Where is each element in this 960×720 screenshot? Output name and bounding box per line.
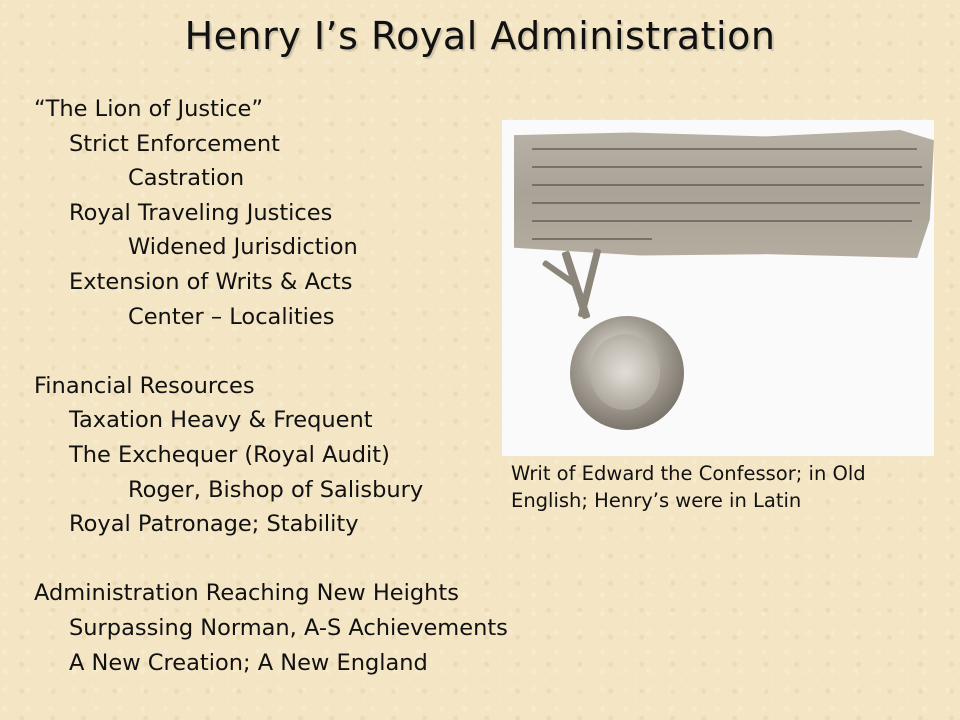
seal-figure [590,334,660,410]
writ-parchment [514,130,934,258]
heading-line: Administration Reaching New Heights [34,580,459,607]
script-line [532,220,912,222]
image-caption: Writ of Edward the Confessor; in Old English; Henry’s were in Latin [511,462,866,512]
script-line [532,148,917,150]
script-line [532,184,924,186]
line-spacer [34,542,594,577]
slide-title: Henry I’s Royal Administration [184,14,776,58]
wax-seal [570,316,684,430]
bullet-line: Royal Traveling Justices [69,199,333,226]
bullet-line: Taxation Heavy & Frequent [69,407,373,434]
bullet-line: Royal Patronage; Stability [69,511,359,538]
writ-photo [502,120,934,456]
sub-bullet-line: Roger, Bishop of Salisbury [128,476,424,503]
heading-line: Financial Resources [34,372,255,399]
sub-bullet-line: Castration [128,165,245,192]
bullet-line: A New Creation; A New England [69,649,428,676]
script-line [532,202,920,204]
sub-bullet-line: Widened Jurisdiction [128,234,358,261]
script-line [532,166,922,168]
sub-bullet-line: Center – Localities [128,303,335,330]
heading-line: “The Lion of Justice” [34,96,264,122]
bullet-line: Extension of Writs & Acts [69,268,353,295]
script-line [532,238,652,240]
bullet-line: The Exchequer (Royal Audit) [69,441,390,468]
seal-ribbon [578,248,602,318]
bullet-line: Strict Enforcement [69,130,280,157]
bullet-line: Surpassing Norman, A-S Achievements [69,614,508,641]
